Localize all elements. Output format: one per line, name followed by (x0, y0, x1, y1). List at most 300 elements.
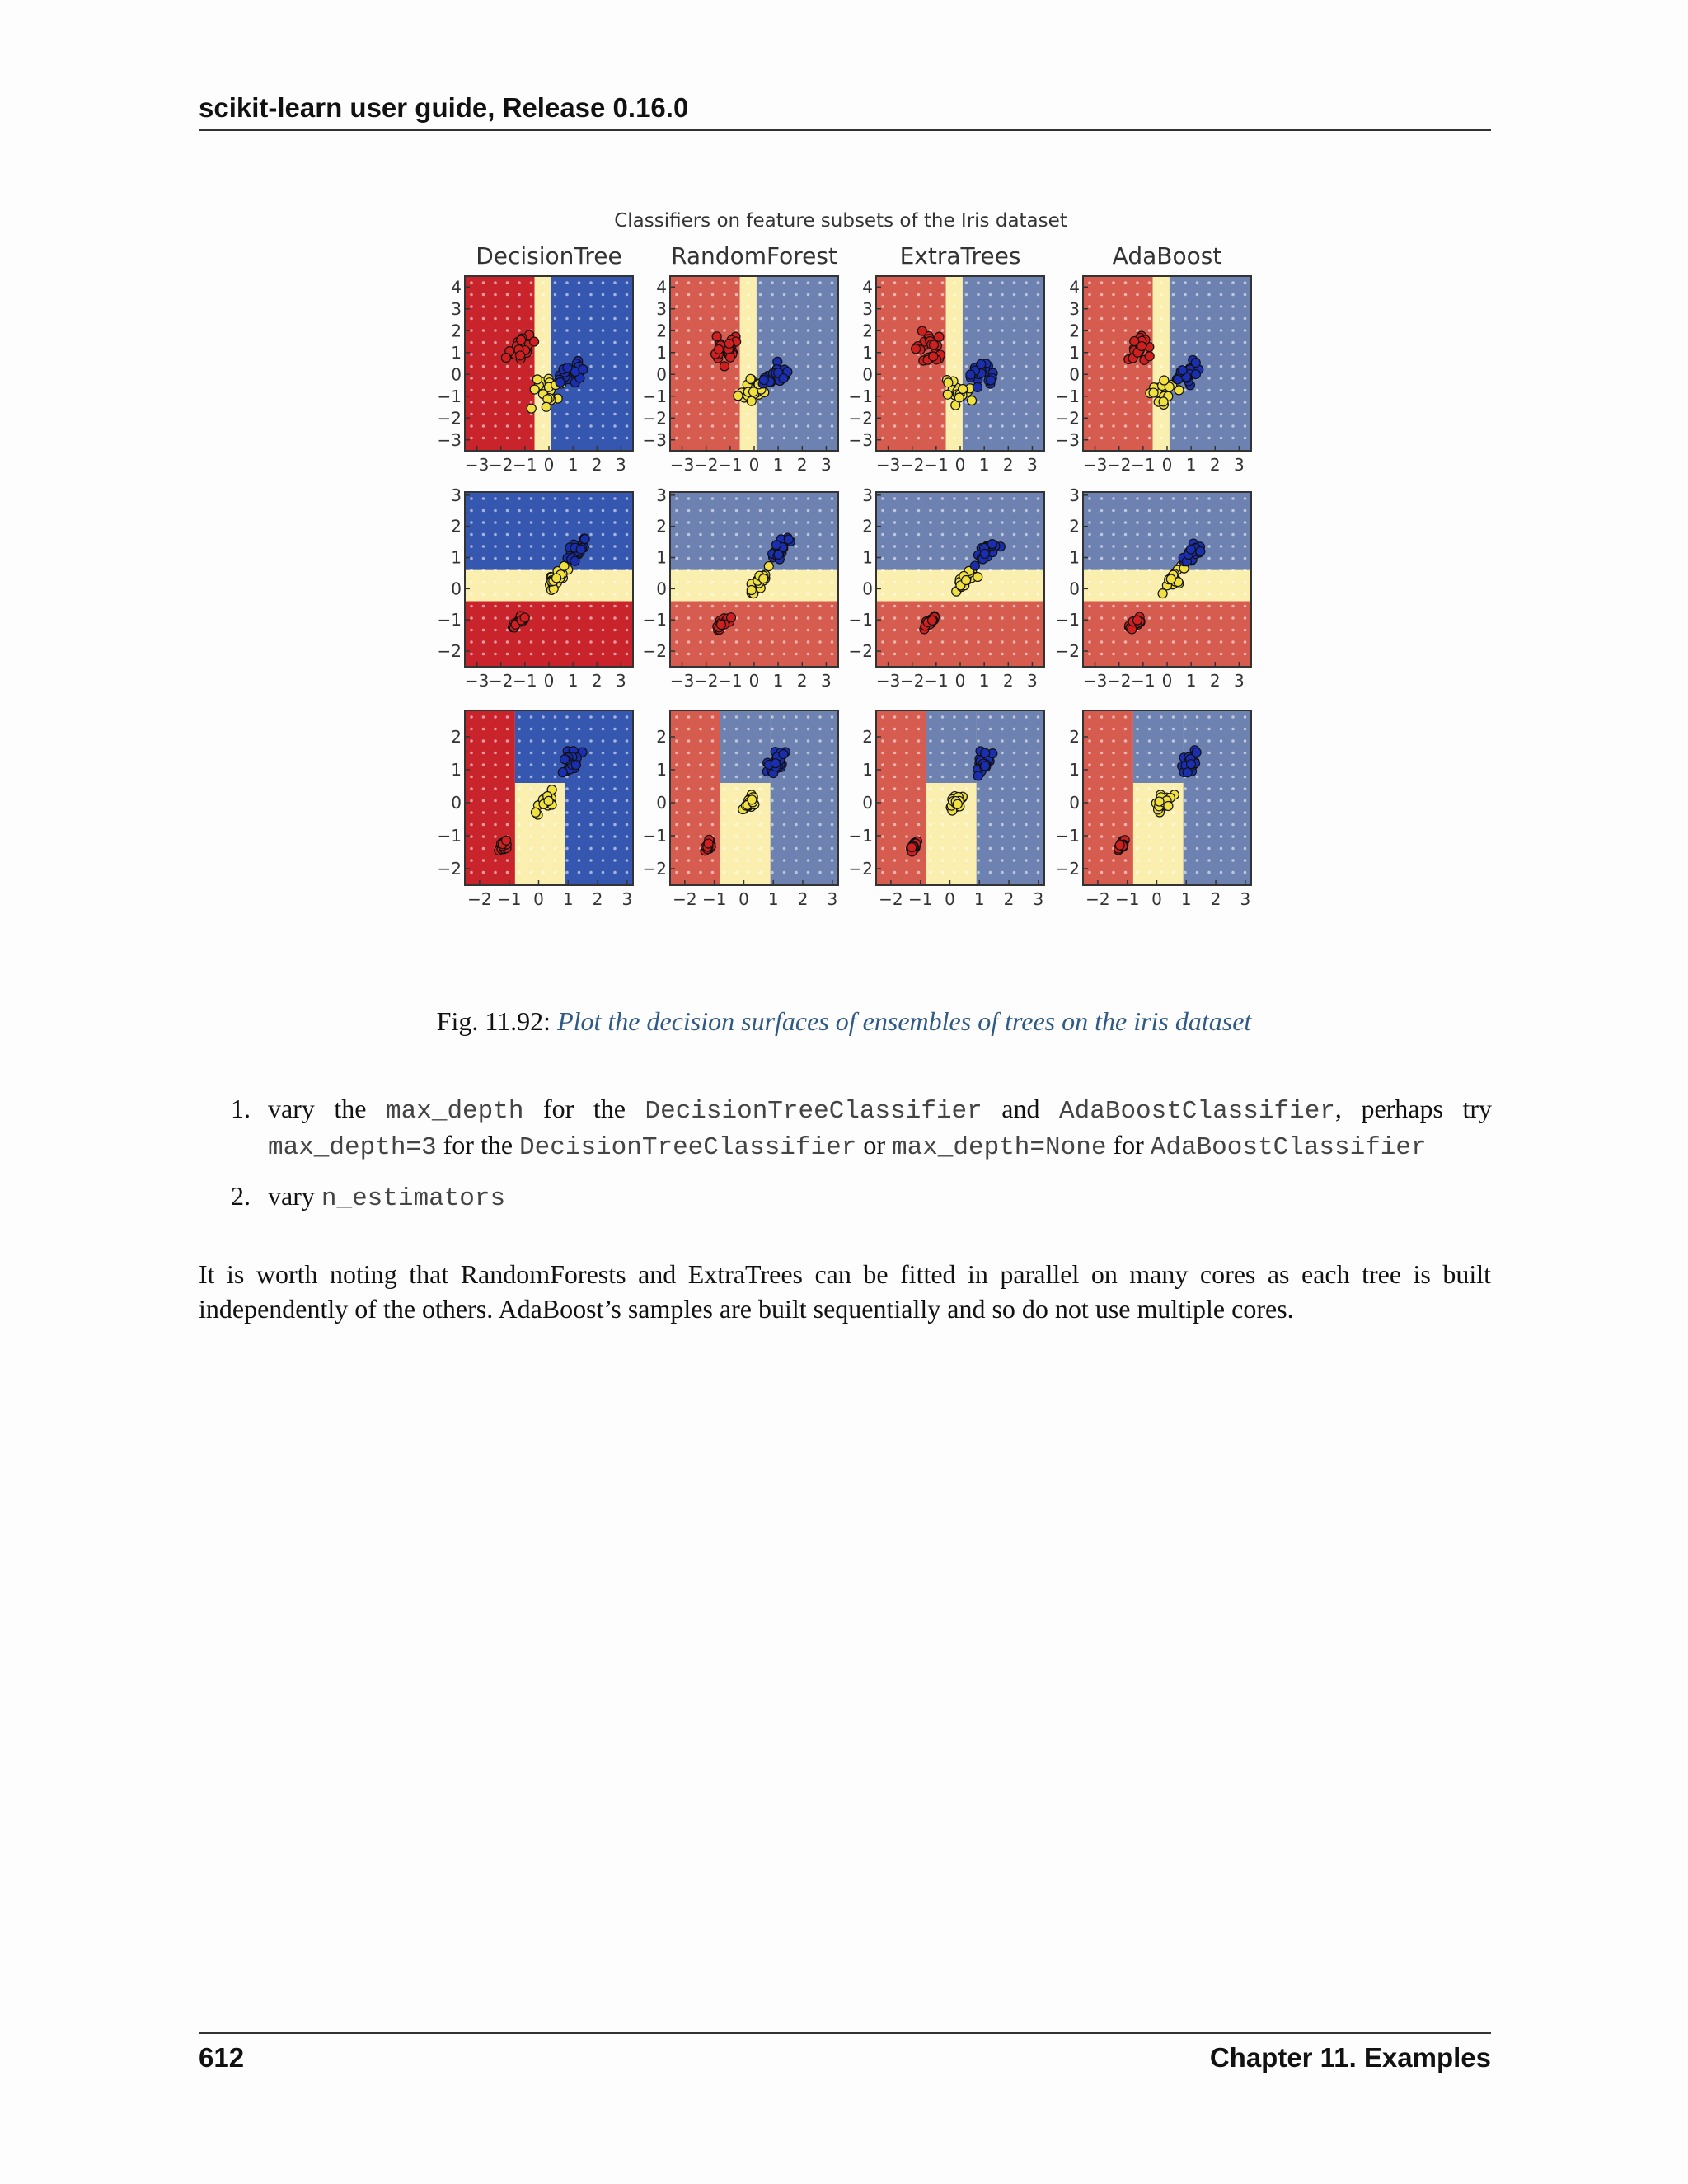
grid-dot (1220, 281, 1223, 284)
grid-dot (905, 616, 908, 620)
grid-dot (578, 835, 581, 838)
grid-dot (554, 859, 557, 862)
grid-dot (506, 341, 509, 344)
grid-dot (953, 497, 956, 500)
y-tick-label: −2 (1055, 641, 1080, 662)
grid-dot (565, 293, 569, 297)
grid-dot (977, 497, 980, 500)
x-tick-label: 3 (821, 671, 832, 691)
grid-dot (795, 728, 798, 731)
y-tick-label: 1 (1069, 342, 1080, 363)
grid-dot (1148, 715, 1151, 719)
grid-dot (494, 317, 497, 321)
grid-dot (735, 739, 738, 743)
grid-dot (917, 787, 921, 790)
grid-dot (542, 823, 545, 827)
grid-dot (893, 353, 897, 356)
grid-dot (735, 715, 738, 719)
x-tick-label: −2 (1085, 889, 1110, 909)
x-tick-label: 3 (827, 889, 838, 909)
grid-dot (1148, 377, 1151, 380)
grid-dot (1244, 787, 1247, 790)
grid-dot (783, 521, 786, 524)
grid-dot (687, 640, 691, 644)
grid-dot (1207, 593, 1211, 596)
grid-dot (699, 715, 702, 719)
grid-dot (1148, 593, 1151, 596)
grid-dot (1184, 581, 1187, 584)
grid-dot (613, 763, 617, 766)
grid-dot (783, 509, 786, 513)
grid-dot (723, 715, 726, 719)
x-tick-label: −2 (879, 889, 903, 909)
grid-dot (989, 653, 992, 656)
grid-dot (941, 389, 945, 392)
y-tick-label: −2 (848, 859, 873, 879)
grid-dot (1112, 653, 1115, 656)
grid-dot (1244, 353, 1247, 356)
grid-dot (1160, 739, 1163, 743)
grid-dot (687, 629, 691, 632)
grid-dot (530, 424, 533, 428)
grid-dot (1172, 424, 1175, 428)
grid-dot (518, 533, 521, 537)
y-tick-label: 2 (1069, 516, 1080, 537)
grid-dot (1088, 545, 1091, 548)
grid-dot (747, 847, 750, 851)
data-point-setosa (1145, 352, 1154, 361)
grid-dot (578, 341, 581, 344)
grid-dot (953, 413, 956, 416)
grid-dot (1124, 305, 1128, 308)
grid-dot (699, 377, 702, 380)
grid-dot (506, 763, 509, 766)
grid-dot (941, 811, 945, 814)
grid-dot (626, 305, 629, 308)
grid-dot (1025, 389, 1028, 392)
grid-dot (1100, 497, 1104, 500)
grid-dot (602, 593, 605, 596)
grid-dot (783, 640, 786, 644)
grid-dot (1220, 389, 1223, 392)
x-tick-label: −3 (669, 671, 695, 691)
grid-dot (759, 413, 762, 416)
data-point-setosa (1115, 841, 1124, 850)
grid-dot (795, 640, 798, 644)
grid-dot (1172, 776, 1175, 779)
grid-dot (1244, 715, 1247, 719)
grid-dot (1220, 581, 1223, 584)
grid-dot (977, 640, 980, 644)
grid-dot (1172, 835, 1175, 838)
grid-dot (675, 871, 678, 874)
grid-dot (518, 329, 521, 332)
grid-dot (1196, 341, 1199, 344)
grid-dot (905, 593, 908, 596)
y-tick-label: −3 (1055, 429, 1080, 450)
footer-rule (199, 2032, 1491, 2034)
grid-dot (893, 605, 897, 608)
grid-dot (1013, 847, 1016, 851)
grid-dot (1001, 341, 1004, 344)
grid-dot (1001, 437, 1004, 440)
grid-dot (506, 329, 509, 332)
caption-link[interactable]: Plot the decision surfaces of ensembles of trees on the iris dataset (557, 1006, 1252, 1036)
grid-dot (1013, 739, 1016, 743)
grid-dot (831, 509, 834, 513)
grid-dot (626, 787, 629, 790)
grid-dot (953, 763, 956, 766)
grid-dot (941, 521, 945, 524)
grid-dot (759, 293, 762, 297)
grid-dot (675, 293, 678, 297)
grid-dot (1220, 776, 1223, 779)
grid-dot (917, 653, 921, 656)
grid-dot (506, 871, 509, 874)
grid-dot (747, 569, 750, 572)
grid-dot (578, 799, 581, 803)
grid-dot (1172, 557, 1175, 560)
grid-dot (494, 533, 497, 537)
grid-dot (831, 871, 834, 874)
x-tick-label: 1 (772, 671, 784, 691)
grid-dot (1148, 317, 1151, 321)
grid-dot (881, 752, 884, 755)
grid-dot (989, 739, 992, 743)
grid-dot (881, 629, 884, 632)
data-point-versicolor (1155, 797, 1164, 806)
grid-dot (831, 728, 834, 731)
grid-dot (1160, 545, 1163, 548)
grid-dot (542, 521, 545, 524)
x-tick-label: −3 (875, 671, 901, 691)
grid-dot (1088, 281, 1091, 284)
grid-dot (506, 521, 509, 524)
grid-dot (1013, 281, 1016, 284)
grid-dot (530, 509, 533, 513)
data-point-virginica (1187, 760, 1196, 769)
grid-dot (893, 653, 897, 656)
grid-dot (807, 329, 810, 332)
grid-dot (1001, 533, 1004, 537)
grid-dot (783, 871, 786, 874)
data-point-versicolor (759, 574, 768, 583)
grid-dot (893, 811, 897, 814)
grid-dot (759, 629, 762, 632)
grid-dot (1196, 533, 1199, 537)
grid-dot (1136, 787, 1139, 790)
y-tick-label: 1 (451, 342, 462, 363)
grid-dot (783, 305, 786, 308)
grid-dot (494, 739, 497, 743)
grid-dot (1001, 377, 1004, 380)
grid-dot (1160, 859, 1163, 862)
region-setosa (670, 276, 740, 451)
grid-dot (675, 752, 678, 755)
grid-dot (1025, 293, 1028, 297)
grid-dot (542, 557, 545, 560)
data-point-virginica (987, 376, 996, 385)
grid-dot (1001, 835, 1004, 838)
grid-dot (977, 353, 980, 356)
grid-dot (1244, 871, 1247, 874)
grid-dot (929, 533, 932, 537)
grid-dot (482, 424, 485, 428)
grid-dot (905, 317, 908, 321)
grid-dot (1160, 871, 1163, 874)
grid-dot (1136, 424, 1139, 428)
grid-dot (893, 497, 897, 500)
grid-dot (482, 281, 485, 284)
grid-dot (1001, 497, 1004, 500)
grid-dot (699, 859, 702, 862)
data-point-setosa (928, 616, 937, 625)
grid-dot (494, 509, 497, 513)
grid-dot (1172, 640, 1175, 644)
grid-dot (759, 533, 762, 537)
data-point-virginica (980, 549, 989, 558)
grid-dot (989, 859, 992, 862)
grid-dot (881, 593, 884, 596)
grid-dot (1220, 847, 1223, 851)
grid-dot (675, 281, 678, 284)
grid-dot (783, 569, 786, 572)
grid-dot (881, 847, 884, 851)
grid-dot (1207, 752, 1211, 755)
grid-dot (589, 329, 593, 332)
grid-dot (1196, 293, 1199, 297)
grid-dot (1136, 847, 1139, 851)
grid-dot (1100, 605, 1104, 608)
grid-dot (565, 787, 569, 790)
grid-dot (783, 616, 786, 620)
grid-dot (675, 616, 678, 620)
grid-dot (589, 776, 593, 779)
grid-dot (747, 776, 750, 779)
grid-dot (602, 569, 605, 572)
x-tick-label: −3 (464, 455, 490, 475)
grid-dot (1148, 401, 1151, 404)
grid-dot (795, 629, 798, 632)
grid-dot (795, 521, 798, 524)
grid-dot (530, 752, 533, 755)
grid-dot (1196, 811, 1199, 814)
grid-dot (1112, 305, 1115, 308)
grid-dot (1112, 811, 1115, 814)
x-tick-label: −1 (1131, 455, 1156, 475)
grid-dot (807, 763, 810, 766)
grid-dot (675, 533, 678, 537)
x-tick-label: 1 (978, 455, 990, 475)
grid-dot (905, 293, 908, 297)
grid-dot (1160, 581, 1163, 584)
region-virginica (977, 710, 1044, 885)
grid-dot (711, 557, 715, 560)
grid-dot (965, 365, 968, 368)
grid-dot (1244, 281, 1247, 284)
grid-dot (795, 811, 798, 814)
grid-dot (1124, 799, 1128, 803)
grid-dot (699, 593, 702, 596)
grid-dot (771, 509, 774, 513)
grid-dot (1244, 776, 1247, 779)
grid-dot (941, 557, 945, 560)
grid-dot (1124, 401, 1128, 404)
grid-dot (831, 424, 834, 428)
grid-dot (807, 365, 810, 368)
grid-dot (989, 569, 992, 572)
grid-dot (1100, 715, 1104, 719)
y-tick-label: 4 (1069, 277, 1080, 298)
grid-dot (893, 557, 897, 560)
grid-dot (589, 365, 593, 368)
region-virginica (1083, 492, 1251, 570)
y-tick-label: 4 (656, 277, 667, 298)
grid-dot (807, 377, 810, 380)
grid-dot (589, 787, 593, 790)
grid-dot (687, 728, 691, 731)
grid-dot (1244, 365, 1247, 368)
grid-dot (747, 557, 750, 560)
grid-dot (929, 871, 932, 874)
grid-dot (818, 293, 822, 297)
grid-dot (470, 629, 473, 632)
grid-dot (711, 569, 715, 572)
grid-dot (1100, 401, 1104, 404)
grid-dot (1207, 640, 1211, 644)
grid-dot (687, 593, 691, 596)
grid-dot (941, 763, 945, 766)
grid-dot (1184, 629, 1187, 632)
grid-dot (554, 497, 557, 500)
grid-dot (1196, 629, 1199, 632)
grid-dot (613, 509, 617, 513)
grid-dot (1025, 497, 1028, 500)
grid-dot (589, 293, 593, 297)
grid-dot (881, 341, 884, 344)
grid-dot (1112, 569, 1115, 572)
data-point-virginica (977, 359, 986, 368)
grid-dot (626, 377, 629, 380)
grid-dot (893, 752, 897, 755)
grid-dot (917, 377, 921, 380)
grid-dot (917, 365, 921, 368)
y-tick-label: 2 (451, 321, 462, 341)
grid-dot (941, 509, 945, 513)
grid-dot (470, 413, 473, 416)
grid-dot (1160, 353, 1163, 356)
grid-dot (506, 605, 509, 608)
grid-dot (1124, 545, 1128, 548)
grid-dot (1112, 752, 1115, 755)
grid-dot (917, 752, 921, 755)
grid-dot (807, 871, 810, 874)
grid-dot (589, 593, 593, 596)
grid-dot (554, 281, 557, 284)
grid-dot (687, 616, 691, 620)
grid-dot (1244, 521, 1247, 524)
grid-dot (795, 593, 798, 596)
grid-dot (759, 640, 762, 644)
grid-dot (1184, 389, 1187, 392)
grid-dot (578, 329, 581, 332)
x-tick-label: 3 (1033, 889, 1044, 909)
grid-dot (1172, 739, 1175, 743)
grid-dot (1001, 799, 1004, 803)
data-point-setosa (516, 351, 525, 360)
grid-dot (831, 823, 834, 827)
x-tick-label: −1 (1114, 889, 1140, 909)
grid-dot (1112, 521, 1115, 524)
suggestion-list (231, 1092, 1492, 1230)
grid-dot (1172, 653, 1175, 656)
grid-dot (1100, 365, 1104, 368)
grid-dot (771, 437, 774, 440)
grid-dot (565, 715, 569, 719)
grid-dot (1001, 281, 1004, 284)
grid-dot (1244, 629, 1247, 632)
grid-dot (554, 835, 557, 838)
grid-dot (1244, 823, 1247, 827)
grid-dot (1037, 521, 1040, 524)
data-point-setosa (716, 621, 725, 630)
grid-dot (759, 715, 762, 719)
grid-dot (881, 533, 884, 537)
grid-dot (1124, 424, 1128, 428)
grid-dot (818, 424, 822, 428)
grid-dot (735, 329, 738, 332)
grid-dot (1207, 835, 1211, 838)
grid-dot (1244, 763, 1247, 766)
grid-dot (1207, 728, 1211, 731)
grid-dot (1100, 569, 1104, 572)
grid-dot (542, 593, 545, 596)
grid-dot (818, 752, 822, 755)
grid-dot (518, 715, 521, 719)
grid-dot (735, 569, 738, 572)
grid-dot (977, 413, 980, 416)
grid-dot (542, 728, 545, 731)
grid-dot (1220, 377, 1223, 380)
grid-dot (1244, 437, 1247, 440)
grid-dot (735, 317, 738, 321)
grid-dot (711, 437, 715, 440)
grid-dot (626, 763, 629, 766)
grid-dot (613, 653, 617, 656)
grid-dot (675, 545, 678, 548)
grid-dot (759, 763, 762, 766)
grid-dot (1136, 533, 1139, 537)
grid-dot (494, 629, 497, 632)
grid-dot (494, 811, 497, 814)
grid-dot (831, 653, 834, 656)
grid-dot (602, 811, 605, 814)
grid-dot (893, 835, 897, 838)
grid-dot (1100, 593, 1104, 596)
y-tick-label: 3 (862, 485, 873, 505)
grid-dot (554, 305, 557, 308)
grid-dot (1025, 424, 1028, 428)
x-tick-label: 0 (954, 455, 966, 475)
data-point-setosa (935, 332, 944, 341)
grid-dot (929, 811, 932, 814)
grid-dot (687, 763, 691, 766)
grid-dot (494, 752, 497, 755)
grid-dot (917, 437, 921, 440)
grid-dot (1001, 424, 1004, 428)
grid-dot (1172, 533, 1175, 537)
grid-dot (602, 521, 605, 524)
